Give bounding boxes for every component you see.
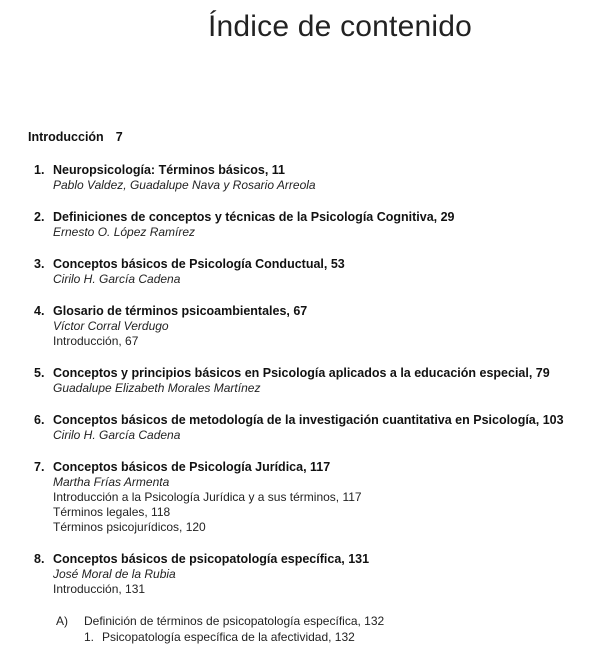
toc-intro-label: Introducción — [28, 130, 104, 144]
toc-entry-author: Cirilo H. García Cadena — [53, 272, 181, 286]
toc-entry-4 — [34, 303, 594, 349]
toc-entry-title: Conceptos y principios básicos en Psicología aplicados a la educación especial, 79 — [53, 366, 550, 380]
toc-intro-page: 7 — [115, 130, 123, 144]
toc-entry-author: Cirilo H. García Cadena — [53, 428, 181, 442]
toc-entry-title: Conceptos básicos de psicopatología específica, 131 — [53, 552, 370, 566]
toc-entry-number: 5. — [34, 366, 45, 380]
toc-entry-title: Conceptos básicos de Psicología Jurídica, 117 — [53, 460, 331, 474]
toc-entry-subline: Introducción, 131 — [53, 582, 146, 596]
toc-entry-author: Pablo Valdez, Guadalupe Nava y Rosario Arreola — [53, 178, 316, 192]
toc-subsection-text: Psicopatología específica de la afectividad, 132 — [102, 630, 355, 644]
toc-entry-title: Neuropsicología: Términos básicos, 11 — [53, 163, 286, 177]
toc-entry-2 — [34, 209, 594, 240]
toc-subsection-label: 1. — [84, 630, 95, 644]
page-title: Índice de contenido — [208, 10, 473, 43]
toc-entry-number: 4. — [34, 304, 45, 318]
toc-entry-subline: Introducción a la Psicología Jurídica y a sus términos, 117 — [53, 490, 362, 504]
toc-entry-6 — [34, 412, 594, 443]
toc-entry-title: Conceptos básicos de Psicología Conductual, 53 — [53, 257, 345, 271]
toc-intro — [28, 130, 123, 144]
toc-entry-number: 3. — [34, 257, 45, 271]
toc-subsection-1 — [84, 630, 355, 645]
toc-entry-5 — [34, 365, 594, 396]
toc-entry-author: Guadalupe Elizabeth Morales Martínez — [53, 381, 261, 395]
toc-section-a — [56, 614, 384, 629]
toc-entry-number: 6. — [34, 413, 45, 427]
toc-entry-number: 2. — [34, 210, 45, 224]
toc-entry-number: 8. — [34, 552, 45, 566]
toc-section-text: Definición de términos de psicopatología específica, 132 — [84, 614, 385, 628]
toc-entry-author: José Moral de la Rubia — [53, 567, 176, 581]
toc-entry-8 — [34, 551, 594, 597]
toc-entry-author: Víctor Corral Verdugo — [53, 319, 169, 333]
toc-entry-number: 1. — [34, 163, 45, 177]
toc-entry-number: 7. — [34, 460, 45, 474]
toc-entry-title: Glosario de términos psicoambientales, 67 — [53, 304, 308, 318]
toc-entry-subline: Términos legales, 118 — [53, 505, 171, 519]
toc-entry-subline: Términos psicojurídicos, 120 — [53, 520, 206, 534]
toc-entry-1 — [34, 162, 594, 193]
toc-entry-author: Ernesto O. López Ramírez — [53, 225, 196, 239]
toc-entry-7 — [34, 459, 594, 535]
toc-entry-title: Conceptos básicos de metodología de la investigación cuantitativa en Psicología, 103 — [53, 413, 564, 427]
toc-entry-3 — [34, 256, 594, 287]
toc-section-label: A) — [56, 614, 68, 628]
toc-entry-author: Martha Frías Armenta — [53, 475, 170, 489]
toc-entry-subline: Introducción, 67 — [53, 334, 139, 348]
toc-entry-title: Definiciones de conceptos y técnicas de la Psicología Cognitiva, 29 — [53, 210, 455, 224]
